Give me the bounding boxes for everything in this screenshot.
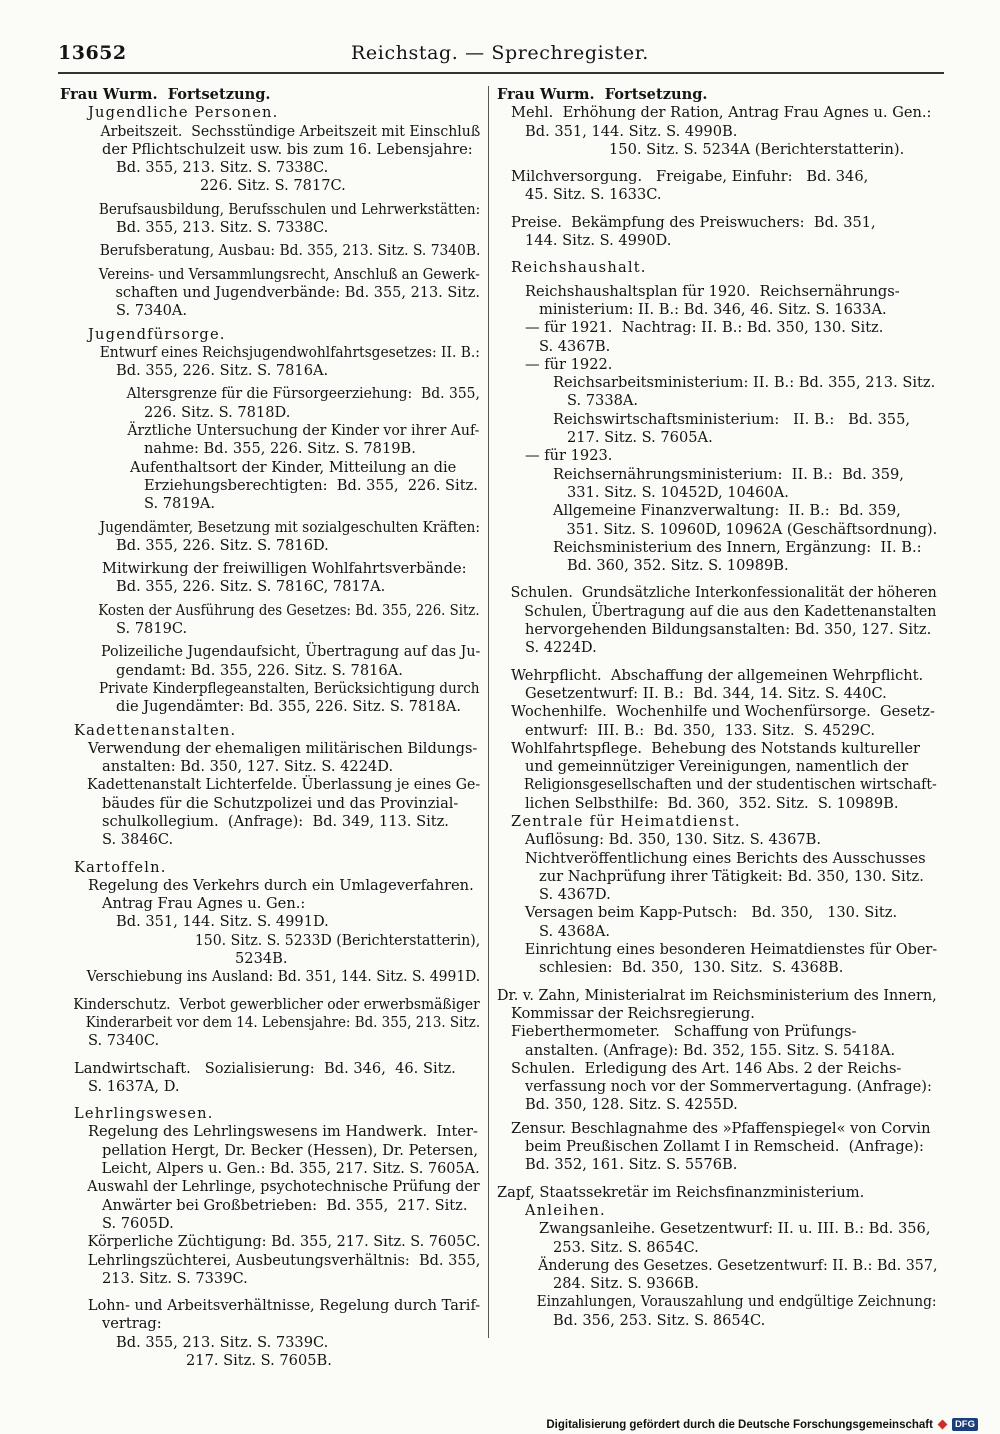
line-spacer	[497, 159, 937, 168]
register-line: S. 4367B.	[539, 337, 611, 355]
register-line: Mehl. Erhöhung der Ration, Antrag Frau Agnes u. Gen.:	[511, 104, 932, 122]
register-line: Verwendung der ehemaligen militärischen Bildungs-	[88, 739, 478, 757]
register-line: 331. Sitz. S. 10452D, 10460A.	[567, 483, 789, 501]
register-line: Reichswirtschaftsministerium: II. B.: Bd. 355,	[553, 410, 910, 428]
register-line: 213. Sitz. S. 7339C.	[102, 1269, 248, 1287]
register-line: Altersgrenze für die Fürsorgeerziehung: Bd. 355,	[126, 385, 480, 403]
running-title: Reichstag. — Sprechregister.	[351, 42, 649, 64]
register-line: Bd. 355, 213. Sitz. S. 7338C.	[116, 159, 329, 177]
register-line: 217. Sitz. S. 7605B.	[186, 1352, 332, 1369]
register-line: anstalten: Bd. 350, 127. Sitz. S. 4224D.	[102, 758, 394, 776]
register-line: Regelung des Lehrlingswesens im Handwerk. Inter-	[88, 1123, 478, 1141]
register-line: anstalten. (Anfrage): Bd. 352, 155. Sitz. S. 5418A.	[525, 1041, 896, 1059]
register-line: Zentrale für Heimatdienst.	[511, 812, 741, 830]
register-line: Gesetzentwurf: II. B.: Bd. 344, 14. Sitz. S. 440C.	[525, 684, 887, 702]
register-line: S. 7605D.	[102, 1214, 174, 1232]
line-spacer	[497, 575, 937, 584]
register-line: schulkollegium. (Anfrage): Bd. 349, 113. Sitz.	[102, 812, 449, 830]
register-line: Reichshaushalt.	[511, 259, 647, 277]
register-line: Reichsernährungsministerium: II. B.: Bd. 359,	[553, 465, 904, 483]
register-line: 144. Sitz. S. 4990D.	[525, 232, 672, 250]
register-line: Reichsarbeitsministerium: II. B.: Bd. 355, 213. Sitz.	[553, 374, 936, 392]
register-line: Antrag Frau Agnes u. Gen.:	[102, 895, 306, 913]
register-line: Reichshaushaltsplan für 1920. Reichsernährungs-	[525, 282, 900, 300]
dfg-logo: DFG	[952, 1418, 978, 1431]
line-spacer	[60, 1096, 480, 1105]
register-line: — für 1922.	[525, 355, 613, 373]
register-line: Allgemeine Finanzverwaltung: II. B.: Bd. 359,	[553, 502, 901, 520]
line-spacer	[497, 978, 937, 987]
register-line: Bd. 351, 144. Sitz. S. 4991D.	[116, 913, 329, 931]
register-line: lichen Selbsthilfe: Bd. 360, 352. Sitz. S. 10989B.	[525, 794, 899, 812]
register-line: hervorgehenden Bildungsanstalten: Bd. 350, 127. Sitz.	[525, 621, 932, 639]
register-line: Ärztliche Untersuchung der Kinder vor ihrer Auf-	[127, 422, 480, 440]
register-line: 226. Sitz. S. 7818D.	[144, 403, 291, 421]
register-line: — für 1921. Nachtrag: II. B.: Bd. 350, 130. Sitz.	[525, 319, 884, 337]
register-line: Bd. 351, 144. Sitz. S. 4990B.	[525, 122, 738, 140]
register-line: Kinderarbeit vor dem 14. Lebensjahre: Bd. 355, 213. Sitz.	[85, 1013, 481, 1031]
register-line: Kosten der Ausführung des Gesetzes: Bd. 355, 226. Sitz.	[98, 601, 480, 619]
register-line: Jugendfürsorge.	[88, 325, 226, 343]
register-line: nahme: Bd. 355, 226. Sitz. S. 7819B.	[144, 440, 416, 458]
register-line: Bd. 355, 213. Sitz. S. 7339C.	[116, 1333, 329, 1351]
page-number: 13652	[58, 42, 127, 64]
register-line: verfassung noch vor der Sommervertagung. (Anfrage):	[525, 1078, 932, 1096]
right-column	[497, 86, 937, 1330]
register-line: Kadettenanstalt Lichterfelde. Überlassung je eines Ge-	[87, 776, 481, 794]
register-line: Frau Wurm. Fortsetzung.	[497, 86, 708, 103]
register-line: Anleihen.	[525, 1201, 606, 1219]
register-line: Wochenhilfe. Wochenhilfe und Wochenfürsorge. Gesetz-	[511, 703, 935, 721]
register-line: Wohlfahrtspflege. Behebung des Notstands kultureller	[511, 739, 921, 757]
header-rule	[58, 72, 944, 74]
register-line: der Pflichtschulzeit usw. bis zum 16. Lebensjahre:	[102, 140, 473, 158]
footer-credit: Digitalisierung gefördert durch die Deutsche Forschungsgemeinschaft	[546, 1418, 933, 1431]
register-line: entwurf: III. B.: Bd. 350, 133. Sitz. S. 4529C.	[525, 721, 876, 739]
register-line: Bd. 350, 128. Sitz. S. 4255D.	[525, 1096, 738, 1114]
register-line: Bd. 360, 352. Sitz. S. 10989B.	[567, 557, 789, 575]
register-line: Milchversorgung. Freigabe, Einfuhr: Bd. 346,	[511, 168, 869, 186]
register-line: 284. Sitz. S. 9366B.	[553, 1275, 699, 1293]
left-column	[60, 86, 480, 1370]
register-line: Kommissar der Reichsregierung.	[511, 1004, 755, 1022]
register-line: Fieberthermometer. Schaffung von Prüfungs-	[511, 1023, 857, 1041]
register-line: 226. Sitz. S. 7817C.	[200, 177, 346, 195]
register-line: Zensur. Beschlagnahme des »Pfaffenspiegel« von Corvin	[511, 1119, 931, 1137]
register-line: Religionsgesellschaften und der studentischen wirtschaft-	[523, 776, 937, 794]
register-line: Bd. 355, 226. Sitz. S. 7816D.	[116, 536, 329, 554]
register-line: gendamt: Bd. 355, 226. Sitz. S. 7816A.	[116, 661, 403, 679]
line-spacer	[497, 658, 937, 667]
register-line: Kartoffeln.	[74, 858, 167, 876]
register-line: pellation Hergt, Dr. Becker (Hessen), Dr. Petersen,	[102, 1141, 479, 1159]
register-line: schlesien: Bd. 350, 130. Sitz. S. 4368B.	[539, 959, 844, 977]
register-line: Preise. Bekämpfung des Preiswuchers: Bd. 351,	[511, 213, 876, 231]
register-line: S. 7819A.	[144, 495, 216, 513]
register-line: Dr. v. Zahn, Ministerialrat im Reichsministerium des Innern,	[497, 986, 937, 1004]
register-line: Änderung des Gesetzes. Gesetzentwurf: II. B.: Bd. 357,	[538, 1256, 938, 1274]
line-spacer	[497, 205, 937, 214]
register-line: die Jugendämter: Bd. 355, 226. Sitz. S. 7818A.	[116, 698, 462, 716]
line-spacer	[497, 1175, 937, 1184]
register-line: Bd. 356, 253. Sitz. S. 8654C.	[553, 1311, 766, 1329]
register-line: — für 1923.	[525, 447, 613, 465]
register-line: schaften und Jugendverbände: Bd. 355, 213. Sitz.	[115, 283, 480, 301]
register-line: Verschiebung ins Ausland: Bd. 351, 144. Sitz. S. 4991D.	[86, 968, 481, 986]
register-line: bäudes für die Schutzpolizei und das Provinzial-	[102, 794, 459, 812]
register-line: Bd. 355, 226. Sitz. S. 7816C, 7817A.	[116, 578, 386, 596]
register-line: beim Preußischen Zollamt I in Remscheid. (Anfrage):	[525, 1138, 924, 1156]
register-line: Schulen, Übertragung auf die aus den Kadettenanstalten	[524, 602, 937, 620]
register-line: Erziehungsberechtigten: Bd. 355, 226. Sitz.	[144, 476, 478, 494]
register-line: Zapf, Staatssekretär im Reichsfinanzministerium.	[497, 1183, 865, 1201]
line-spacer	[60, 1288, 480, 1297]
register-line: S. 4224D.	[525, 639, 597, 657]
register-line: Landwirtschaft. Sozialisierung: Bd. 346, 46. Sitz.	[74, 1059, 456, 1077]
register-line: Bd. 352, 161. Sitz. S. 5576B.	[525, 1156, 738, 1174]
line-spacer	[60, 1051, 480, 1060]
register-line: Mitwirkung der freiwilligen Wohlfahrtsverbände:	[102, 560, 467, 578]
register-line: Versagen beim Kapp-Putsch: Bd. 350, 130. Sitz.	[525, 904, 898, 922]
register-line: Lehrlingszüchterei, Ausbeutungsverhältnis: Bd. 355,	[87, 1251, 481, 1269]
diamond-icon	[937, 1420, 947, 1430]
line-spacer	[60, 987, 480, 996]
register-line: S. 7819C.	[116, 620, 188, 638]
register-line: Kadettenanstalten.	[74, 721, 237, 739]
register-line: Regelung des Verkehrs durch ein Umlageverfahren.	[88, 876, 474, 894]
register-line: Leicht, Alpers u. Gen.: Bd. 355, 217. Sitz. S. 7605A.	[101, 1160, 480, 1178]
register-line: Berufsausbildung, Berufsschulen und Lehrwerkstätten:	[98, 200, 481, 218]
register-line: Körperliche Züchtigung: Bd. 355, 217. Sitz. S. 7605C.	[87, 1233, 481, 1251]
register-line: Reichsministerium des Innern, Ergänzung: II. B.:	[553, 538, 922, 556]
register-line: S. 7340C.	[88, 1032, 160, 1050]
register-line: S. 4368A.	[539, 922, 611, 940]
register-line: 351. Sitz. S. 10960D, 10962A (Geschäftsordnung).	[566, 520, 938, 538]
register-line: Einzahlungen, Vorauszahlung und endgültige Zeichnung:	[536, 1293, 937, 1311]
register-line: Polizeiliche Jugendaufsicht, Übertragung auf das Ju-	[101, 643, 481, 661]
register-line: Bd. 355, 226. Sitz. S. 7816A.	[116, 362, 329, 380]
register-line: vertrag:	[102, 1315, 162, 1333]
register-line: S. 3846C.	[102, 831, 174, 849]
register-line: Einrichtung eines besonderen Heimatdienstes für Ober-	[524, 941, 938, 959]
register-line: 45. Sitz. S. 1633C.	[525, 186, 662, 204]
register-line: Schulen. Erledigung des Art. 146 Abs. 2 der Reichs-	[511, 1059, 902, 1077]
register-line: Anwärter bei Großbetrieben: Bd. 355, 217. Sitz.	[102, 1196, 468, 1214]
register-line: und gemeinnütziger Vereinigungen, namentlich der	[525, 758, 909, 776]
line-spacer	[60, 850, 480, 859]
register-line: 5234B.	[235, 950, 288, 968]
register-line: Wehrpflicht. Abschaffung der allgemeinen Wehrpflicht.	[511, 666, 924, 684]
register-line: Lehrlingswesen.	[74, 1105, 214, 1123]
register-line: Aufenthaltsort der Kinder, Mitteilung an die	[130, 458, 457, 476]
register-line: S. 7340A.	[116, 302, 188, 320]
register-line: zur Nachprüfung ihrer Tätigkeit: Bd. 350, 130. Sitz.	[539, 867, 924, 885]
line-spacer	[497, 250, 937, 259]
register-line: Jugendämter, Besetzung mit sozialgeschulten Kräften:	[99, 518, 481, 536]
register-line: Jugendliche Personen.	[88, 104, 279, 122]
register-line: 150. Sitz. S. 5234A (Berichterstatterin).	[609, 140, 905, 158]
register-line: Arbeitszeit. Sechsstündige Arbeitszeit mit Einschluß	[100, 122, 481, 140]
footer	[546, 1418, 978, 1431]
register-line: Zwangsanleihe. Gesetzentwurf: II. u. III. B.: Bd. 356,	[539, 1220, 931, 1238]
register-line: Nichtveröffentlichung eines Berichts des Ausschusses	[525, 849, 926, 867]
register-line: Auflösung: Bd. 350, 130. Sitz. S. 4367B.	[525, 831, 822, 849]
register-line: S. 1637A, D.	[88, 1077, 180, 1095]
register-line: Entwurf eines Reichsjugendwohlfahrtsgesetzes: II. B.:	[99, 343, 480, 361]
register-line: ministerium: II. B.: Bd. 346, 46. Sitz. S. 1633A.	[539, 300, 887, 318]
register-line: 253. Sitz. S. 8654C.	[553, 1238, 699, 1256]
register-line: Frau Wurm. Fortsetzung.	[60, 86, 271, 103]
register-line: Vereins- und Versammlungsrecht, Anschluß an Gewerk-	[98, 265, 480, 283]
column-divider	[488, 86, 489, 1338]
register-line: 217. Sitz. S. 7605A.	[567, 429, 713, 447]
register-line: Private Kinderpflegeanstalten, Berücksichtigung durch	[99, 679, 480, 697]
register-line: Kinderschutz. Verbot gewerblicher oder erwerbsmäßiger	[73, 995, 480, 1013]
register-line: S. 4367D.	[539, 886, 611, 904]
register-line: Bd. 355, 213. Sitz. S. 7338C.	[116, 219, 329, 237]
register-line: S. 7338A.	[567, 392, 639, 410]
register-line: Berufsberatung, Ausbau: Bd. 355, 213. Sitz. S. 7340B.	[99, 242, 481, 260]
register-line: Schulen. Grundsätzliche Interkonfessionalität der höheren	[510, 584, 937, 602]
register-line: Lohn- und Arbeitsverhältnisse, Regelung durch Tarif-	[87, 1297, 481, 1315]
register-line: Auswahl der Lehrlinge, psychotechnische Prüfung der	[87, 1178, 480, 1196]
register-line: 150. Sitz. S. 5233D (Berichterstatterin),	[194, 931, 481, 949]
